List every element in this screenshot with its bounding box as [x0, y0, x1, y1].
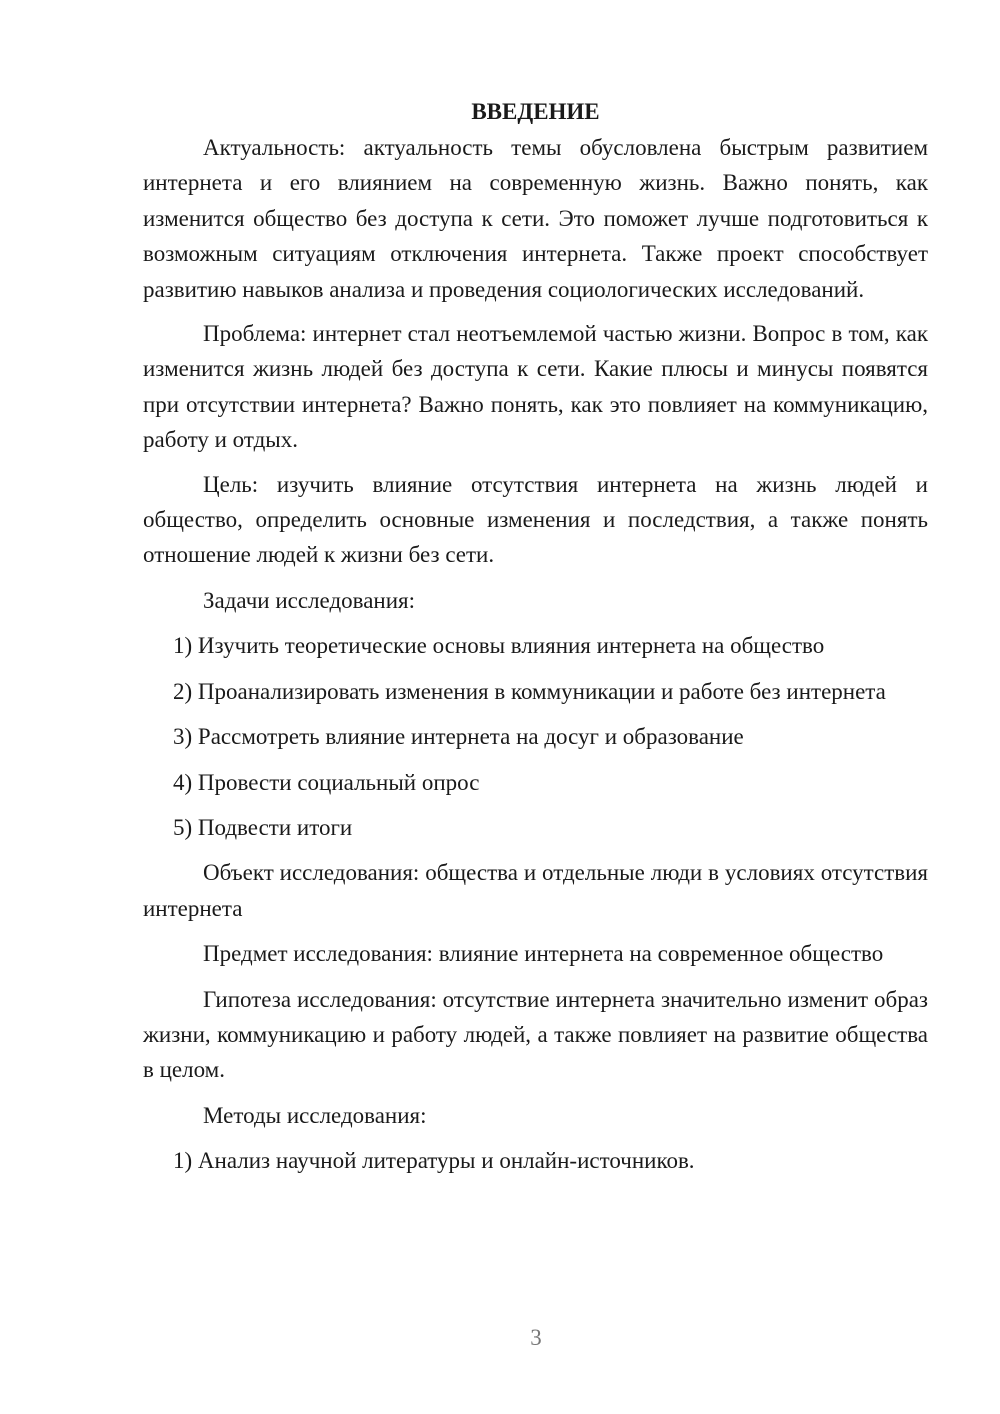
paragraph-tasks-heading: Задачи исследования: [203, 587, 416, 613]
page-number: 3 [530, 1325, 542, 1350]
task-item-3: 3) Рассмотреть влияние интернета на досуг и образование [173, 724, 744, 750]
paragraph-subject: Предмет исследования: влияние интернета на современное общество [203, 941, 884, 967]
paragraph-problem: Проблема: интернет стал неотъемлемой частью жизни. Вопрос в том, как изменится жизнь людей без доступа к сети. Какие плюсы и минусы появятся при отсутствии интернета? Важно понять, как это повлияет на коммуникацию, работу и отдых. [143, 321, 928, 453]
paragraph-methods-heading: Методы исследования: [203, 1102, 427, 1128]
page-content [143, 94, 928, 1179]
paragraph-relevance: Актуальность: актуальность темы обусловлена быстрым развитием интернета и его влиянием на современную жизнь. Важно понять, как изменится общество без доступа к сети. Это поможет лучше подготовиться к возможным ситуациям отключения интернета. Также проект способствует развитию навыков анализа и проведения социологических исследований. [143, 135, 928, 302]
method-item-1: 1) Анализ научной литературы и онлайн-источников. [173, 1148, 695, 1174]
task-item-1: 1) Изучить теоретические основы влияния интернета на общество [173, 633, 825, 659]
section-title: ВВЕДЕНИЕ [471, 99, 600, 124]
task-item-5: 5) Подвести итоги [173, 814, 353, 840]
paragraph-hypothesis: Гипотеза исследования: отсутствие интернета значительно изменит образ жизни, коммуникацию и работу людей, а также повлияет на развитие общества в целом. [143, 986, 928, 1083]
paragraph-goal: Цель: изучить влияние отсутствия интернета на жизнь людей и общество, определить основные изменения и последствия, а также понять отношение людей к жизни без сети. [143, 471, 928, 568]
task-item-4: 4) Провести социальный опрос [173, 769, 480, 795]
paragraph-object: Объект исследования: общества и отдельные люди в условиях отсутствия интернета [143, 860, 928, 921]
task-item-2: 2) Проанализировать изменения в коммуникации и работе без интернета [173, 678, 886, 704]
